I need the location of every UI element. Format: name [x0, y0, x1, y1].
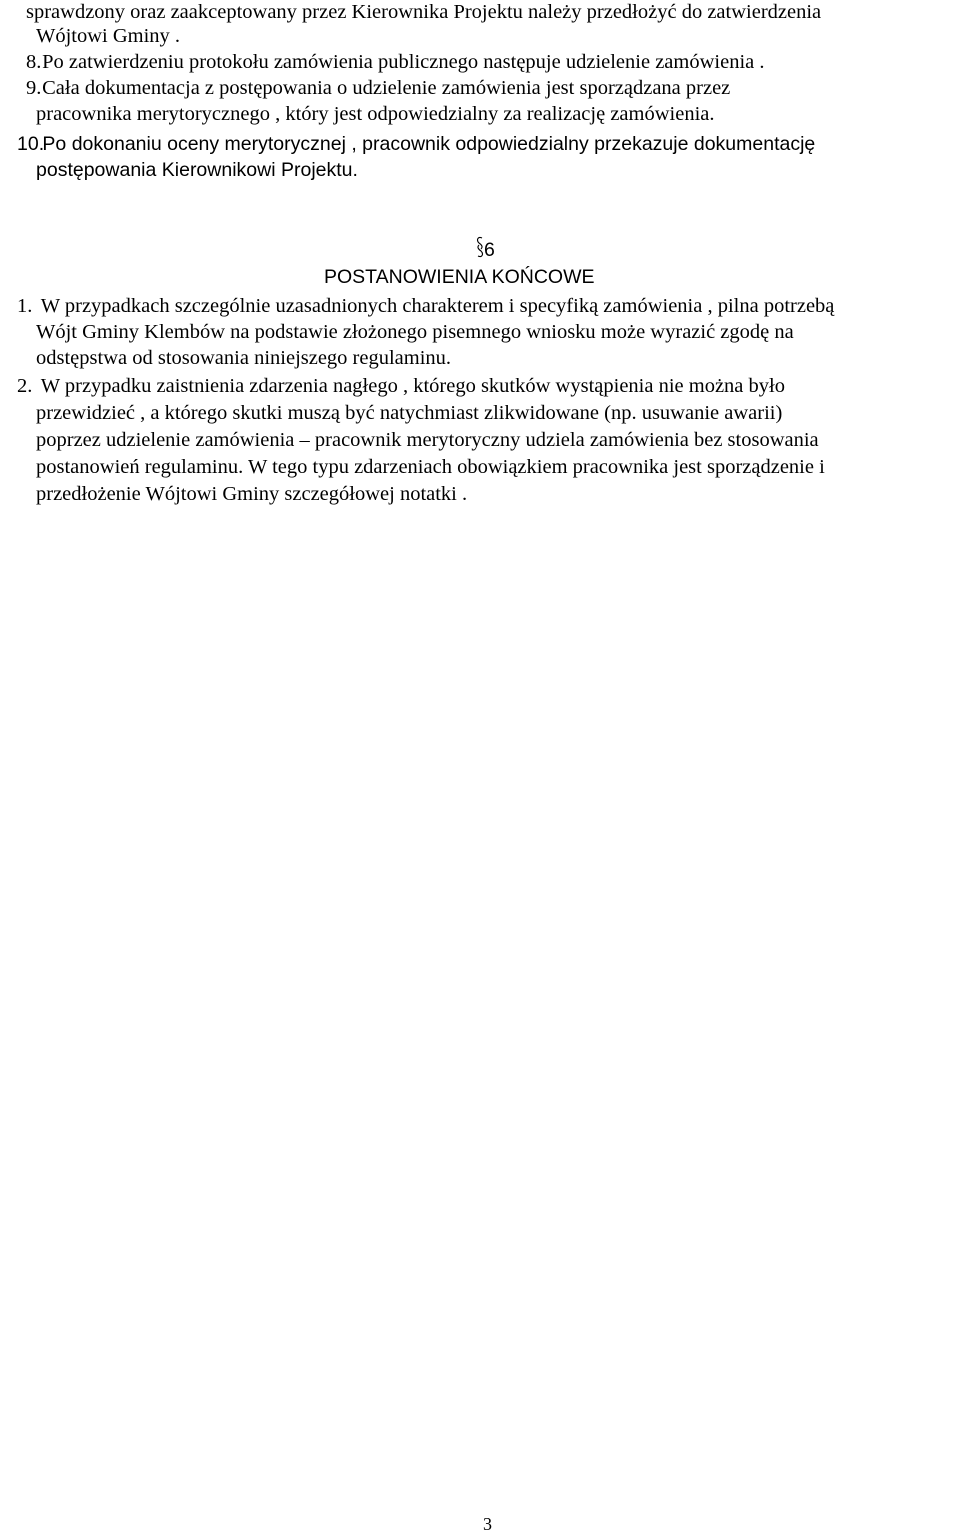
paragraph-line: sprawdzony oraz zaakceptowany przez Kierownika Projektu należy przedłożyć do zatwierdzenia — [26, 1, 822, 23]
list-item-text: Po zatwierdzeniu protokołu zamówienia publicznego następuje udzielenie zamówienia . — [42, 51, 765, 73]
list-item — [17, 294, 834, 318]
list-item — [17, 374, 785, 398]
list-item-number: 2. — [17, 375, 33, 397]
section-number: 6 — [484, 239, 495, 261]
list-item — [26, 50, 765, 74]
section-title: POSTANOWIENIA KOŃCOWE — [324, 266, 595, 288]
paragraph-line: Wójtowi Gminy . — [36, 25, 181, 47]
list-item-continuation: postanowień regulaminu. W tego typu zdarzeniach obowiązkiem pracownika jest sporządzenie i — [36, 456, 825, 478]
list-item-number: 9. — [26, 77, 42, 99]
list-item — [26, 76, 730, 100]
list-item-continuation: postępowania Kierownikowi Projektu. — [36, 159, 358, 181]
list-item-continuation: pracownika merytorycznego , który jest odpowiedzialny za realizację zamówienia. — [36, 103, 715, 125]
section-sign-icon — [476, 236, 484, 258]
list-item-continuation: odstępstwa od stosowania niniejszego regulaminu. — [36, 347, 452, 369]
page-number: 3 — [483, 1514, 492, 1534]
list-item-continuation: Wójt Gminy Klembów na podstawie złożonego pisemnego wniosku może wyrazić zgodę na — [36, 321, 794, 343]
list-item-continuation: przewidzieć , a którego skutki muszą być natychmiast zlikwidowane (np. usuwanie awarii) — [36, 402, 783, 424]
list-item-continuation: poprzez udzielenie zamówienia – pracownik merytoryczny udziela zamówienia bez stosowania — [36, 429, 819, 451]
list-item-number: 8. — [26, 51, 42, 73]
list-item-number: 10. — [17, 133, 45, 155]
list-item-continuation: przedłożenie Wójtowi Gminy szczegółowej notatki . — [36, 483, 468, 505]
list-item-text: W przypadkach szczególnie uzasadnionych charakterem i specyfiką zamówienia , pilna potrzebą — [40, 295, 835, 317]
list-item-text: W przypadku zaistnienia zdarzenia nagłego , którego skutków wystąpienia nie można było — [40, 375, 785, 397]
list-item-text: Cała dokumentacja z postępowania o udzielenie zamówienia jest sporządzana przez — [42, 77, 731, 99]
list-item-text: Po dokonaniu oceny merytorycznej , pracownik odpowiedzialny przekazuje dokumentację — [42, 133, 816, 155]
list-item — [17, 132, 815, 156]
list-item-number: 1. — [17, 295, 33, 317]
